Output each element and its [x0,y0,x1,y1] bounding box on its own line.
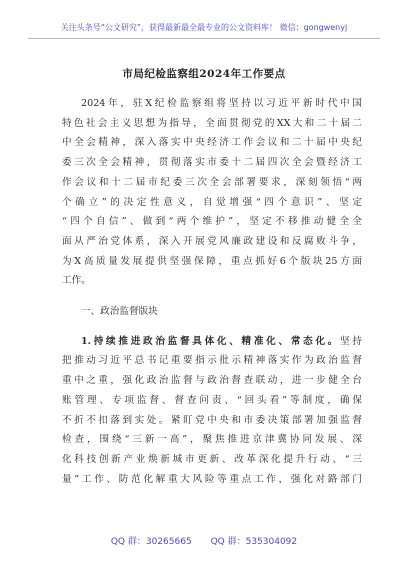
item-line: 账管理、专项监督、督查问责、“回头看”等制度，确保 [62,394,362,406]
item-line: 重中之重，强化政治监督与政治督查联动，进一步健全台 [62,375,362,387]
intro-line: 个确立”的决定性意义，自觉增强“四个意识”、坚定 [62,196,362,208]
intro-line: 委三次全会精神，贯彻落实市委十二届四次全会暨经济工 [62,157,362,169]
header-notice: 关注头条号“公文研究”，获得最新最全最专业的公文资料库！ 微信：gongwenyj [60,23,348,32]
item-line: 量”工作、防范化解重大风险等重点工作，强化对路部门 [62,473,362,485]
item-line: 化科技创新产业焕新城市更新、改革深化提升行动、“三 [62,453,362,465]
intro-line: 2024年，驻X纪检监察组将坚持以习近平新时代中国 [81,98,362,109]
item-1-paragraph [62,332,362,490]
item-line: 不折不扣落到实处。紧盯党中央和市委决策部署加强监督 [62,414,362,426]
document-title: 市局纪检监察组2024年工作要点 [122,68,286,80]
header-divider [28,38,380,39]
intro-line: 面从严治党体系，深入开展党风廉政建设和反腐败斗争， [62,235,362,247]
item-1-lead-tail: 坚持 [340,335,363,347]
item-line: 检查，围绕“三新一高”，聚焦推进京津冀协同发展、深 [62,434,362,446]
intro-paragraph [62,94,362,291]
item-line: 把推动习近平总书记重要指示批示精神落实作为政治监督 [62,355,362,367]
item-1-lead: 1.持续推进政治监督具体化、精准化、常态化。 [81,335,341,347]
item-1-first-line [62,332,362,352]
footer-qq-group-1: QQ 群：30265665 [110,537,192,547]
footer [0,534,408,547]
intro-line: 作会议和十二届市纪委三次全会部署要求，深刻领悟“两 [62,176,362,188]
section-heading: 一、政治监督版块 [81,306,158,318]
intro-line: 特色社会主义思想为指导，全面贯彻党的XX大和二十届二 [62,117,362,129]
intro-line: 为X高质量发展提供坚强保障，重点抓好6个版块25方面 [62,255,362,267]
intro-line: 中全会精神，深入落实中央经济工作会议和二十届中央纪 [62,137,362,149]
intro-line: 工作。 [62,275,91,287]
document-body [62,94,362,489]
intro-line: “四个自信”、做到“两个维护”，坚定不移推动健全全 [62,216,362,228]
footer-qq-group-2: QQ 群：535304092 [210,537,298,547]
